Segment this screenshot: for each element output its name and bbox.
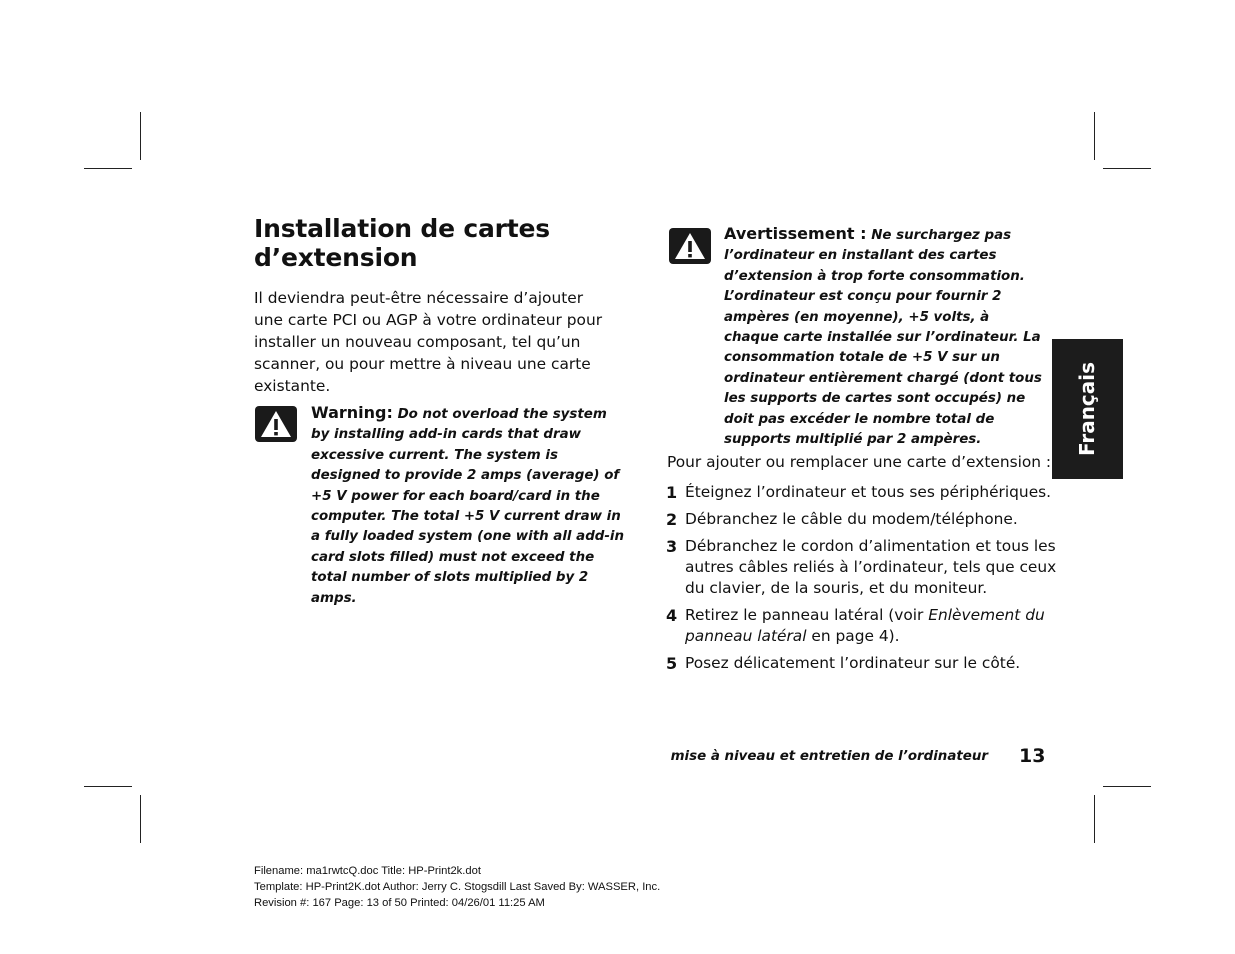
warning-body: Ne surchargez pas l’ordinateur en installant des cartes d’extension à trop forte consommation. L’ordinateur est conçu pour fournir 2 ampères (en moyenne), +5 volts, à chaque carte installée sur l’ordinateur. La consommation totale de +5 V sur un ordinateur entièrement chargé (dont tous les supports de cartes sont occupés) ne doit pas excéder le nombre total de supports multiplié par 2 ampères. [724, 228, 1042, 448]
step-text [685, 605, 1058, 647]
crop-mark [1103, 786, 1151, 787]
warning-french [724, 224, 1042, 450]
intro-paragraph: Il deviendra peut-être nécessaire d’ajouter une carte PCI ou AGP à votre ordinateur pour installer un nouveau composant, tel qu’un scanner, ou pour mettre à niveau une carte existante. [254, 289, 603, 395]
crop-mark [1094, 795, 1095, 843]
crop-mark [140, 112, 141, 160]
document-metadata [254, 863, 660, 911]
running-footer: mise à niveau et entretien de l’ordinateur [670, 749, 988, 764]
metadata-line: Revision #: 167 Page: 13 of 50 Printed: 04/26/01 11:25 AM [254, 897, 545, 909]
step-number: 2 [666, 510, 678, 529]
warning-lead: Avertissement : [724, 224, 867, 243]
list-item [666, 536, 1058, 599]
step-number: 5 [666, 654, 678, 673]
step-number: 4 [666, 606, 678, 625]
crop-mark [1103, 168, 1151, 169]
crop-mark [84, 786, 132, 787]
warning-english [311, 403, 629, 609]
warning-triangle-icon [669, 228, 711, 264]
warning-body: Do not overload the system by installing add-in cards that draw excessive current. The system is designed to provide 2 amps (average) of +5 V power for each board/card in the computer. The total +5 V current draw in a fully loaded system (one with all add-in card slots filled) must not exceed the total number of slots multiplied by 2 amps. [311, 407, 625, 606]
steps-list [666, 482, 1058, 680]
crop-mark [140, 795, 141, 843]
metadata-line: Template: HP-Print2K.dot Author: Jerry C. Stogsdill Last Saved By: WASSER, Inc. [254, 881, 661, 893]
page-number: 13 [1019, 745, 1046, 767]
step-text: Éteignez l’ordinateur et tous ses périphériques. [685, 483, 1052, 501]
list-item [666, 509, 1058, 530]
step-text: Débranchez le câble du modem/téléphone. [685, 510, 1018, 528]
warning-lead: Warning: [311, 403, 393, 422]
crop-mark [1094, 112, 1095, 160]
step-number: 3 [666, 537, 678, 556]
step-number: 1 [666, 483, 678, 502]
list-item [666, 482, 1058, 503]
step-text-part: Retirez le panneau latéral (voir [685, 606, 929, 624]
page-title: Installation de cartes d’extension [254, 214, 550, 272]
step-text-part: en page 4). [806, 627, 900, 645]
language-tab [1052, 339, 1123, 479]
steps-intro: Pour ajouter ou remplacer une carte d’extension : [667, 453, 1052, 471]
step-text: Débranchez le cordon d’alimentation et tous les autres câbles reliés à l’ordinateur, tels que ceux du clavier, de la souris, et du moniteur. [685, 537, 1057, 597]
list-item [666, 605, 1058, 647]
list-item [666, 653, 1058, 674]
language-tab-label: Français [1075, 361, 1100, 457]
warning-triangle-icon [255, 406, 297, 442]
crop-mark [84, 168, 132, 169]
cross-reference: Enlèvement du panneau latéral [685, 606, 1045, 645]
metadata-line: Filename: ma1rwtcQ.doc Title: HP-Print2k.dot [254, 865, 481, 877]
step-text: Posez délicatement l’ordinateur sur le côté. [685, 654, 1021, 672]
